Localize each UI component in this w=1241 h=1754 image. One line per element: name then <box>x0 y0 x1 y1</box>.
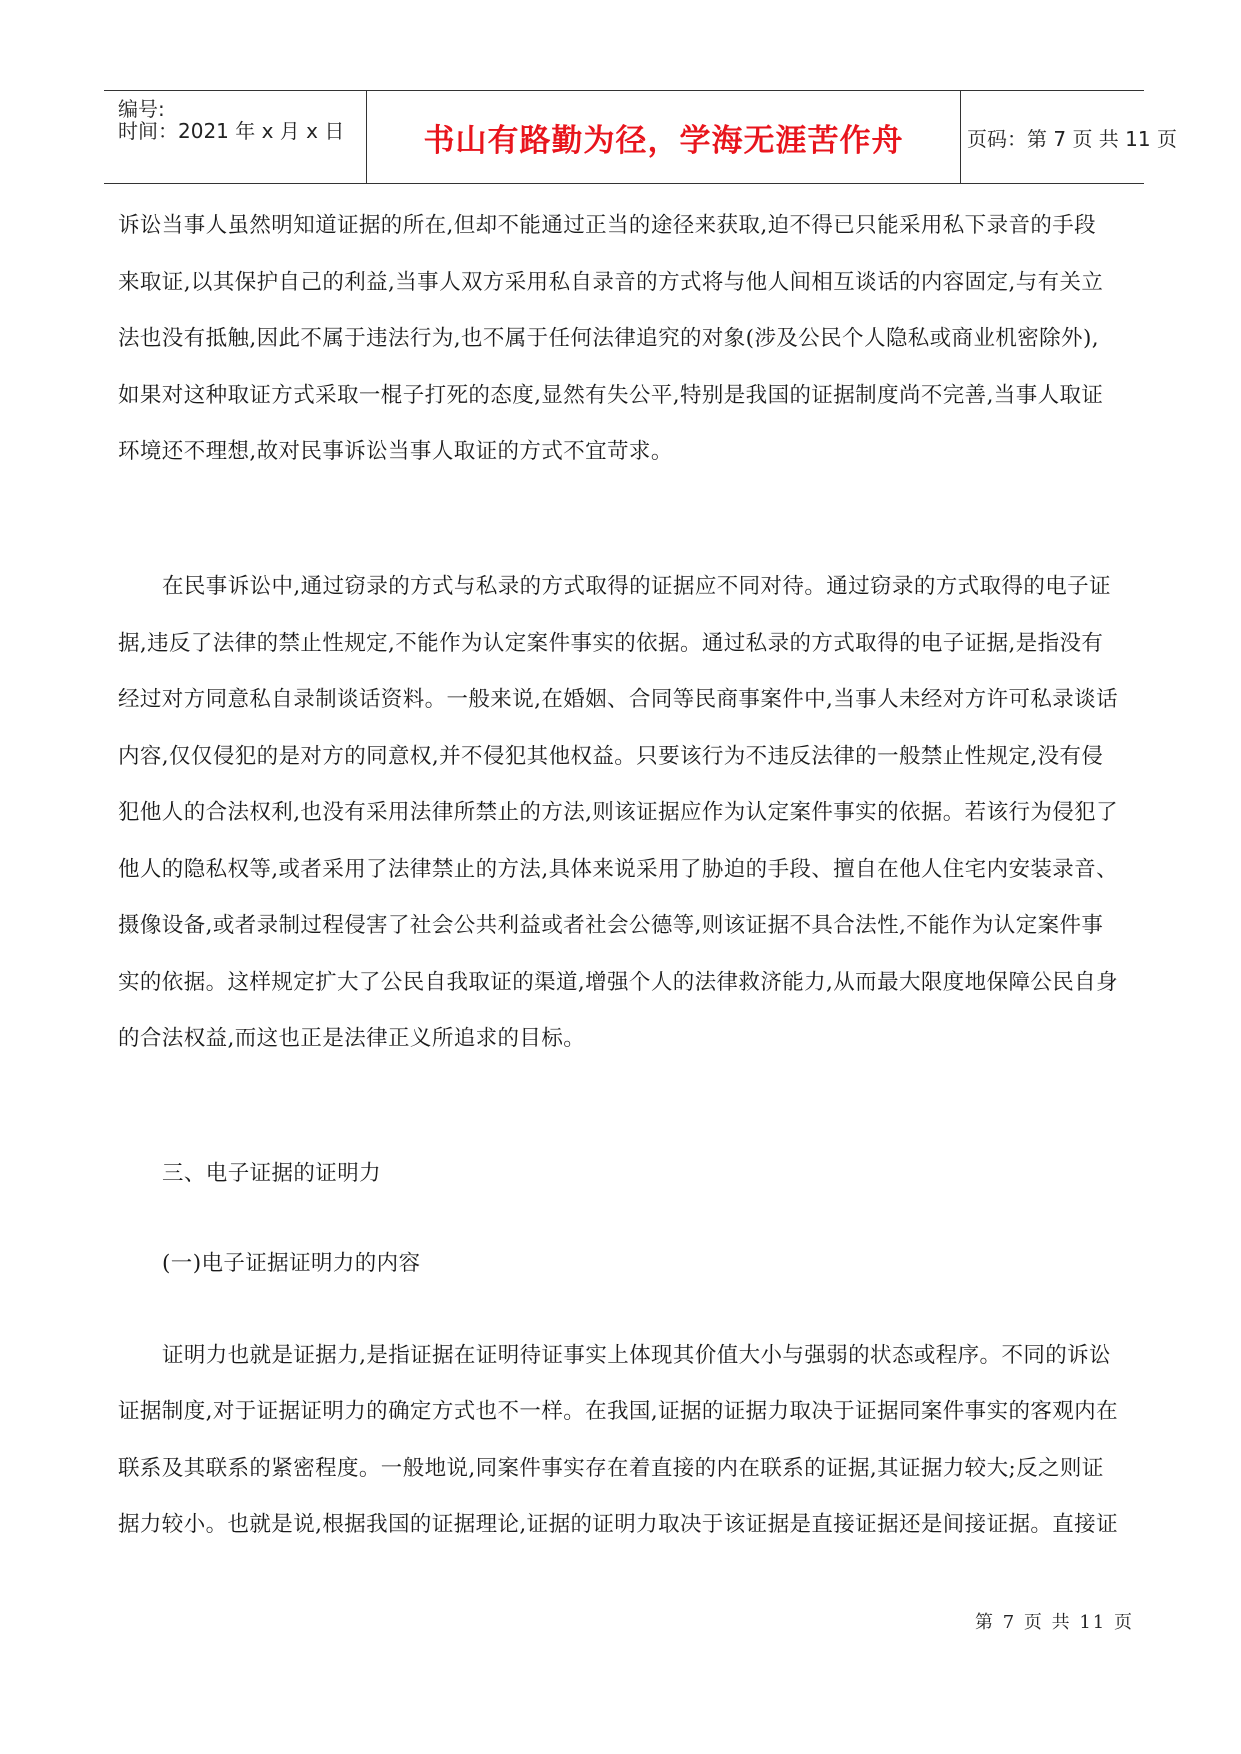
page-info: 页码：第 7 页 共 11 页 <box>967 126 1177 151</box>
paragraph-line: 在民事诉讼中,通过窃录的方式与私录的方式取得的证据应不同对待。通过窃录的方式取得的电子证 <box>162 574 1111 599</box>
subsection-heading: (一)电子证据证明力的内容 <box>162 1251 421 1276</box>
paragraph-line: 环境还不理想,故对民事诉讼当事人取证的方式不宜苛求。 <box>118 439 673 464</box>
paragraph-line: 据力较小。也就是说,根据我国的证据理论,证据的证明力取决于该证据是直接证据还是间接证据。直接证 <box>118 1512 1118 1537</box>
paragraph-line: 法也没有抵触,因此不属于违法行为,也不属于任何法律追究的对象(涉及公民个人隐私或商业机密除外), <box>118 326 1099 351</box>
header-motto-cell <box>367 91 961 183</box>
paragraph-line: 犯他人的合法权利,也没有采用法律所禁止的方法,则该证据应作为认定案件事实的依据。若该行为侵犯了 <box>118 800 1118 825</box>
motto: 书山有路勤为径，学海无涯苦作舟 <box>423 122 904 159</box>
paragraph-line: 诉讼当事人虽然明知道证据的所在,但却不能通过正当的途径来获取,迫不得已只能采用私下录音的手段 <box>118 213 1097 238</box>
paragraph-line: 摄像设备,或者录制过程侵害了社会公共利益或者社会公德等,则该证据不具合法性,不能作为认定案件事 <box>118 913 1104 938</box>
paragraph-line: 如果对这种取证方式采取一棍子打死的态度,显然有失公平,特别是我国的证据制度尚不完善,当事人取证 <box>118 383 1104 408</box>
time-label: 时间：2021 年 x 月 x 日 <box>118 119 345 143</box>
document-header <box>104 90 1177 184</box>
paragraph-line: 据,违反了法律的禁止性规定,不能作为认定案件事实的依据。通过私录的方式取得的电子证据,是指没有 <box>118 631 1104 656</box>
section-heading: 三、电子证据的证明力 <box>162 1161 382 1186</box>
paragraph-line: 内容,仅仅侵犯的是对方的同意权,并不侵犯其他权益。只要该行为不违反法律的一般禁止性规定,没有侵 <box>118 744 1104 769</box>
paragraph-line: 的合法权益,而这也正是法律正义所追求的目标。 <box>118 1026 586 1051</box>
paragraph-line: 来取证,以其保护自己的利益,当事人双方采用私自录音的方式将与他人间相互谈话的内容固定,与有关立 <box>118 270 1104 295</box>
paragraph-line: 联系及其联系的紧密程度。一般地说,同案件事实存在着直接的内在联系的证据,其证据力较大;反之则证 <box>118 1456 1104 1481</box>
paragraph-line: 经过对方同意私自录制谈话资料。一般来说,在婚姻、合同等民商事案件中,当事人未经对方许可私录谈话 <box>118 687 1118 712</box>
paragraph-line: 实的依据。这样规定扩大了公民自我取证的渠道,增强个人的法律救济能力,从而最大限度地保障公民自身 <box>118 970 1118 995</box>
paragraph-line: 他人的隐私权等,或者采用了法律禁止的方法,具体来说采用了胁迫的手段、擅自在他人住宅内安装录音、 <box>118 857 1118 882</box>
number-label: 编号: <box>118 97 165 121</box>
header-page-cell <box>961 91 1177 183</box>
paragraph-line: 证明力也就是证据力,是指证据在证明待证事实上体现其价值大小与强弱的状态或程序。不同的诉讼 <box>162 1343 1111 1368</box>
page-footer: 第 7 页 共 11 页 <box>975 1612 1134 1633</box>
paragraph-line: 证据制度,对于证据证明力的确定方式也不一样。在我国,证据的证据力取决于证据同案件事实的客观内在 <box>118 1399 1118 1424</box>
header-meta-cell <box>104 91 367 183</box>
